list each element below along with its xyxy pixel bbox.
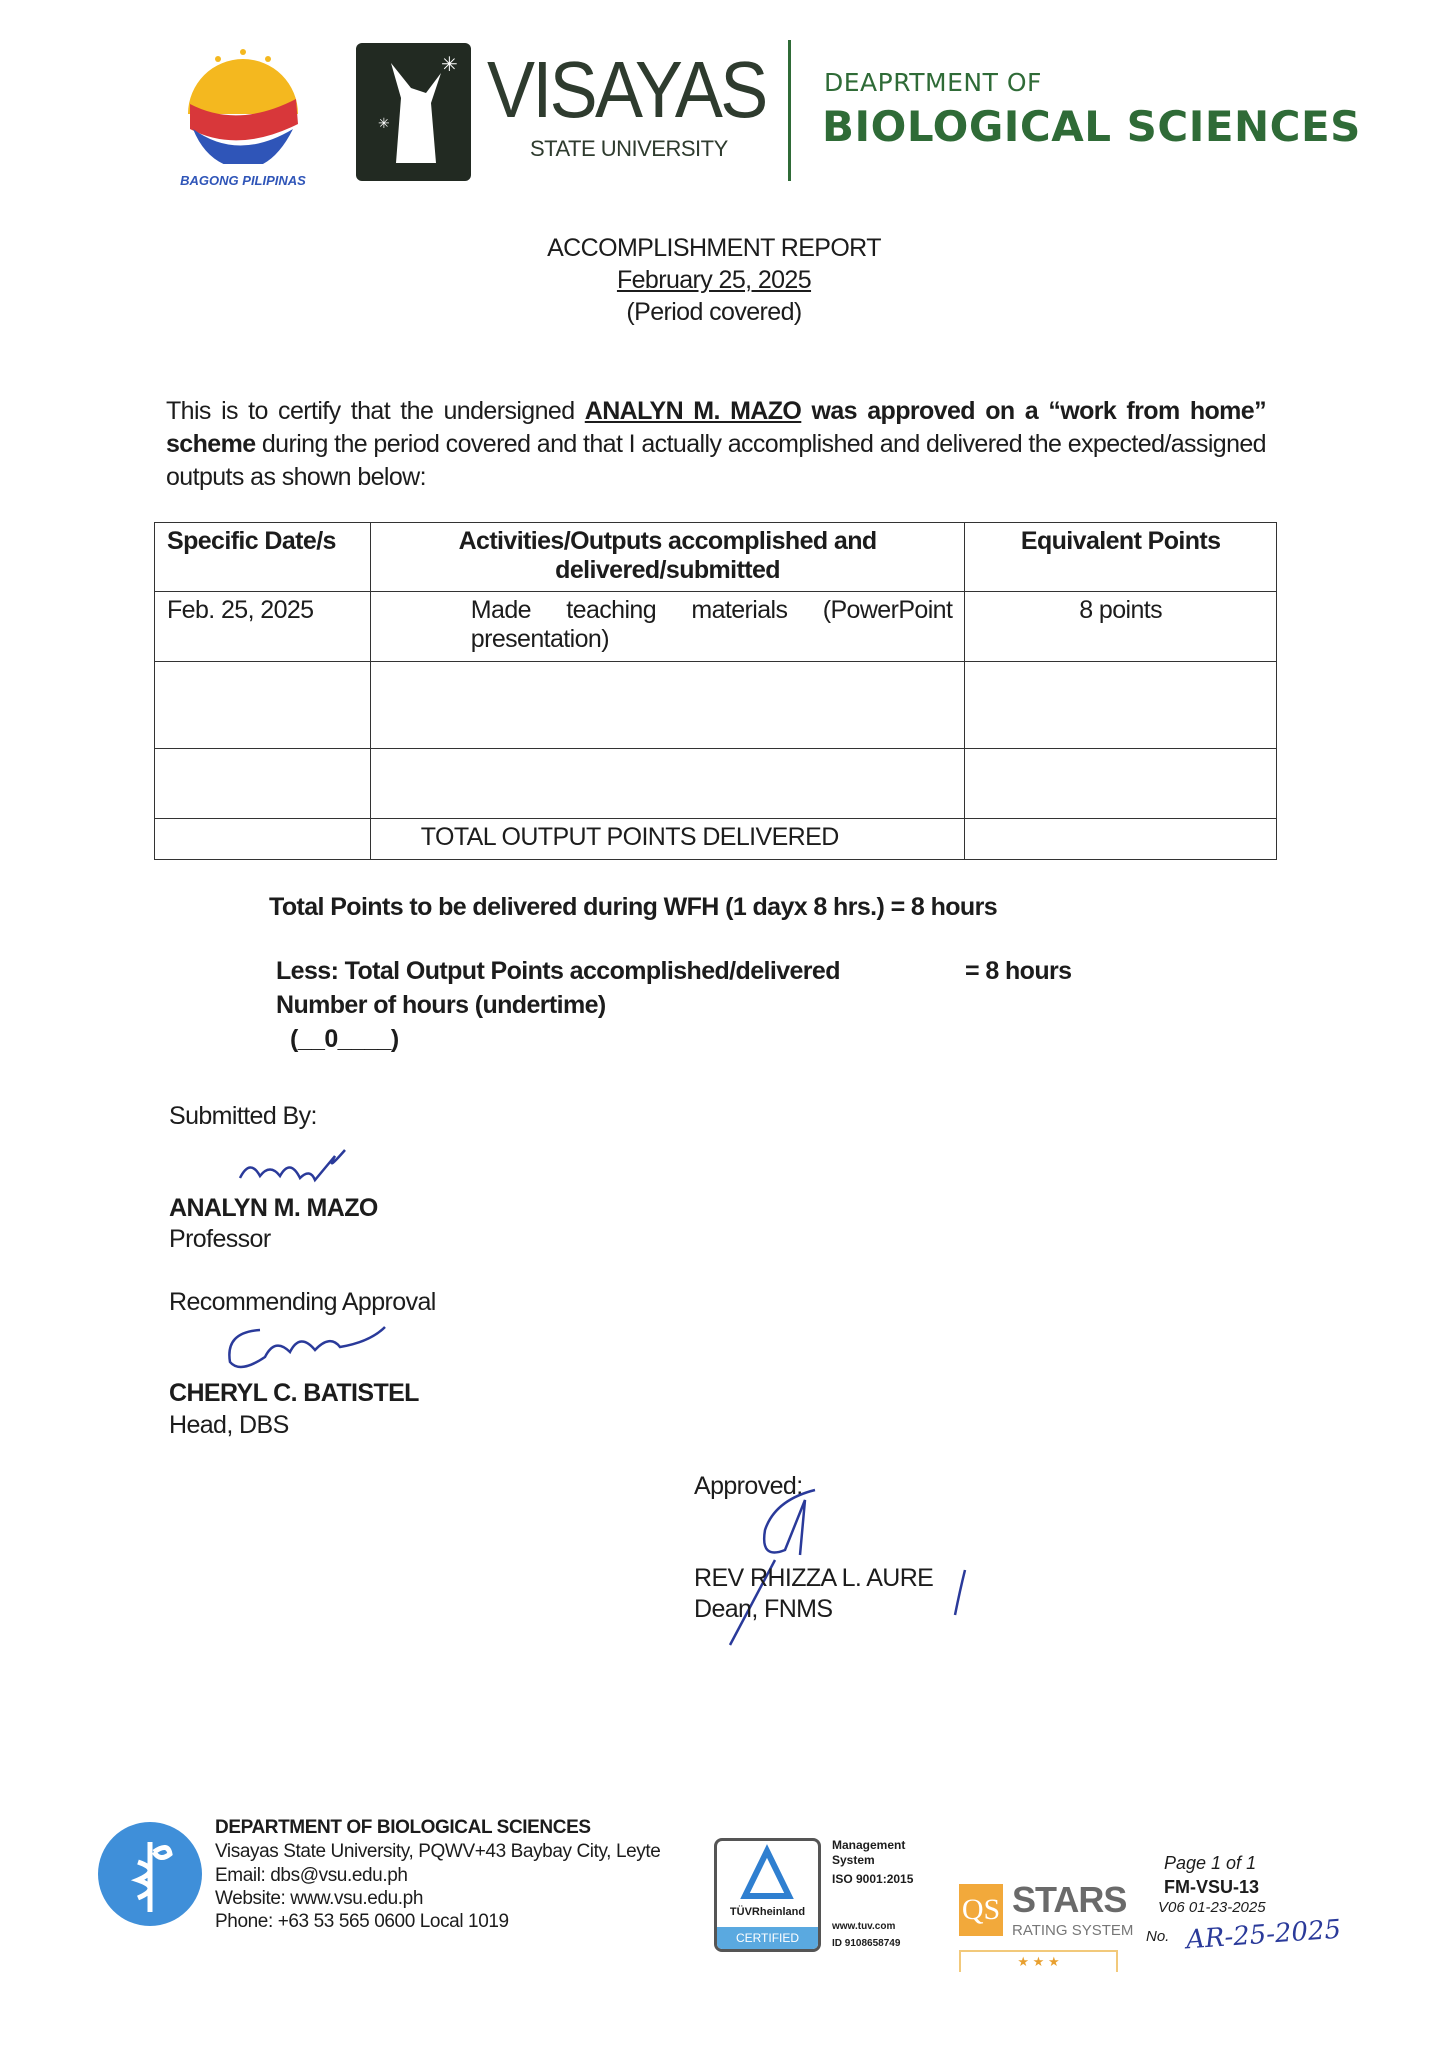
bagong-pilipinas-emblem-icon — [178, 44, 308, 164]
signature-batistel-icon — [220, 1322, 390, 1382]
recommending-label: Recommending Approval — [169, 1288, 436, 1316]
tuv-id: ID 9108658749 — [832, 1938, 901, 1949]
cell-date — [155, 662, 371, 749]
employee-name: ANALYN M. MAZO — [584, 397, 802, 425]
approved-title: Dean, FNMS — [694, 1595, 833, 1623]
vsu-torch-bearer-icon — [356, 43, 471, 181]
footer-address: Visayas State University, PQWV+43 Baybay City, Leyte — [215, 1841, 661, 1862]
intro-text-bold-2: home” scheme — [166, 397, 1267, 458]
qs-rating-system: RATING SYSTEM — [1012, 1922, 1134, 1939]
intro-text: This is to certify that the undersigned — [166, 397, 585, 425]
cell-activity — [370, 662, 965, 749]
approved-name: REV RHIZZA L. AURE — [694, 1564, 934, 1592]
dbs-footer-logo — [98, 1822, 202, 1926]
table-row — [155, 749, 1277, 819]
undertime-label: Number of hours (undertime) — [276, 991, 606, 1019]
cell-date: Feb. 25, 2025 — [155, 592, 371, 662]
intro-text-2: during the period covered and that I actually accomplished and delivered the — [255, 430, 1062, 458]
submitted-name: ANALYN M. MAZO — [169, 1194, 378, 1222]
qs-stars-text: STARS — [1012, 1879, 1127, 1920]
header-divider — [788, 40, 791, 181]
header-date: Specific Date/s — [155, 523, 371, 592]
undertime-value: (__0____) — [290, 1025, 399, 1053]
total-value — [965, 819, 1277, 860]
total-points-line: Total Points to be delivered during WFH (1 dayx 8 hrs.) = 8 hours — [269, 893, 998, 921]
submitted-by-label: Submitted By: — [169, 1102, 317, 1130]
certification-paragraph — [166, 395, 1266, 494]
svg-text:✳: ✳ — [378, 115, 390, 131]
accomplishment-table — [154, 522, 1277, 860]
qs-star-rating: ★ ★ ★ — [959, 1950, 1118, 1972]
report-date: February 25, 2025 — [616, 266, 812, 294]
table-row — [155, 662, 1277, 749]
university-name: VISAYAS — [487, 45, 766, 134]
recommending-title: Head, DBS — [169, 1411, 289, 1439]
tuv-triangle-icon — [717, 1841, 818, 1901]
footer-phone: Phone: +63 53 565 0600 Local 1019 — [215, 1911, 509, 1932]
header-activities: Activities/Outputs accomplished and delivered/submitted — [370, 523, 965, 592]
tuv-iso: ISO 9001:2015 — [832, 1872, 914, 1886]
form-version: V06 01-23-2025 — [1158, 1899, 1266, 1916]
period-covered-label: (Period covered) — [626, 298, 802, 326]
page-number: Page 1 of 1 — [1164, 1853, 1257, 1873]
department-line-2: BIOLOGICAL SCIENCES — [822, 102, 1361, 151]
footer-email: Email: dbs@vsu.edu.ph — [215, 1865, 408, 1886]
cell-points: 8 points — [965, 592, 1277, 662]
cell-activity: Made teaching materials (PowerPoint presentation) — [370, 592, 965, 662]
form-no-value: AR-25-2025 — [1185, 1914, 1343, 1956]
table-row — [155, 592, 1277, 662]
table-header-row — [155, 523, 1277, 592]
tuv-certified: CERTIFIED — [717, 1927, 818, 1949]
qs-mark: QS — [959, 1884, 1003, 1936]
cell-points — [965, 662, 1277, 749]
bagong-pilipinas-logo — [178, 44, 308, 188]
svg-text:✳: ✳ — [441, 54, 458, 76]
cell-date — [155, 749, 371, 819]
less-label: Less: Total Output Points accomplished/delivered — [276, 957, 840, 985]
cell-empty — [155, 819, 371, 860]
form-no-label: No. — [1146, 1928, 1170, 1945]
form-code: FM-VSU-13 — [1164, 1877, 1260, 1897]
cell-activity — [370, 749, 965, 819]
cell-points — [965, 749, 1277, 819]
tuv-web: www.tuv.com — [832, 1921, 896, 1932]
university-subtitle: STATE UNIVERSITY — [530, 136, 728, 161]
approved-label: Approved: — [694, 1472, 803, 1500]
tuv-certification-badge — [714, 1838, 821, 1952]
header-points: Equivalent Points — [965, 523, 1277, 592]
caduceus-leaf-icon — [98, 1822, 202, 1926]
signature-mazo-icon — [235, 1148, 365, 1198]
report-title: ACCOMPLISHMENT REPORT — [547, 234, 881, 262]
table-total-row — [155, 819, 1277, 860]
recommending-name: CHERYL C. BATISTEL — [169, 1379, 419, 1407]
intro-text-3: expected/assigned outputs as shown below: — [166, 430, 1266, 491]
tuv-management-system: Management System — [832, 1838, 906, 1867]
vsu-logo-box — [356, 43, 471, 181]
bagong-pilipinas-text: BAGONG PILIPINAS — [180, 173, 306, 188]
total-label: TOTAL OUTPUT POINTS DELIVERED — [370, 819, 965, 860]
submitted-title: Professor — [169, 1225, 271, 1253]
footer-dept: DEPARTMENT OF BIOLOGICAL SCIENCES — [215, 1817, 591, 1838]
footer-website: Website: www.vsu.edu.ph — [215, 1888, 424, 1909]
tuv-brand: TÜVRheinland — [729, 1906, 806, 1918]
department-line-1: DEAPRTMENT OF — [824, 68, 1042, 97]
less-value: = 8 hours — [965, 957, 1072, 985]
intro-text-bold: was approved on a “work from — [801, 397, 1180, 425]
